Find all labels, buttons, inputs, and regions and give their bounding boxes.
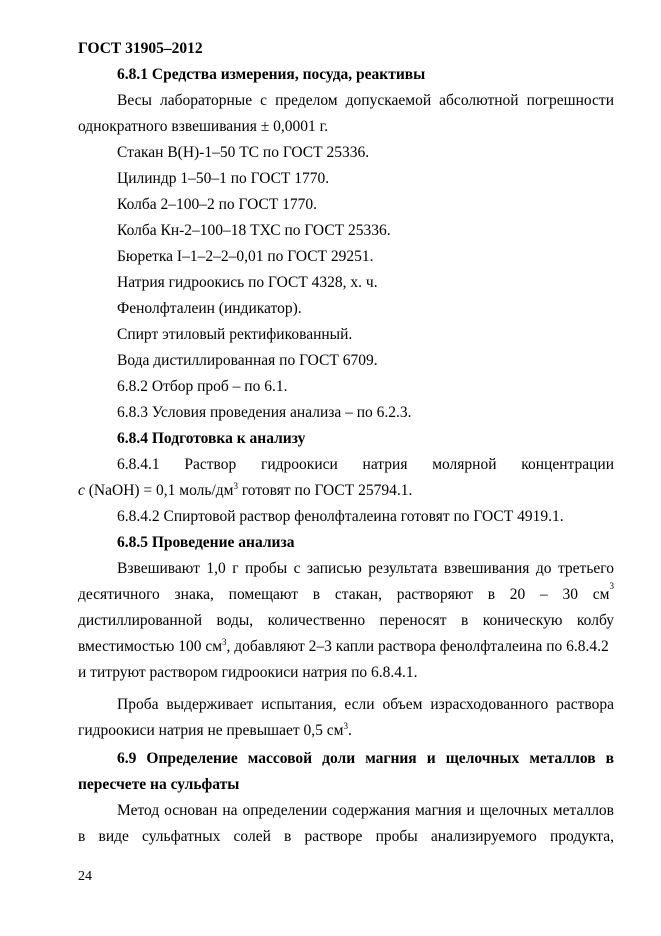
- list-item: Спирт этиловый ректификованный.: [117, 326, 353, 343]
- superscript: 3: [233, 481, 238, 491]
- paragraph-line: Весы лабораторные с пределом допускаемой абсолютной погрешности: [117, 92, 614, 109]
- section-6-8-3: 6.8.3 Условия проведения анализа – по 6.2.3.: [117, 404, 412, 421]
- list-item: Бюретка I–1–2–2–0,01 по ГОСТ 29251.: [117, 248, 374, 265]
- text-run: десятичного знака, помещают в стакан, растворяют в 20 – 30 см: [78, 586, 610, 603]
- paragraph-line: дистиллированной воды, количественно переносят в коническую колбу: [78, 612, 614, 629]
- text-run: гидроокиси натрия не превышает 0,5 см: [78, 722, 344, 739]
- paragraph-line: [78, 581, 614, 604]
- list-item: Колба Кн-2–100–18 ТХС по ГОСТ 25336.: [117, 222, 391, 239]
- paragraph-line: Проба выдерживает испытания, если объем израсходованного раствора: [117, 696, 614, 713]
- text-run: , добавляют 2–3 капли раствора фенолфталеина по 6.8.4.2: [226, 638, 609, 655]
- section-6-8-4-title: 6.8.4 Подготовка к анализу: [117, 430, 306, 447]
- text-run: (NaOH) = 0,1 моль/дм: [84, 482, 234, 499]
- paragraph-line: Метод основан на определении содержания магния и щелочных металлов: [117, 802, 614, 819]
- text-run: .: [347, 722, 352, 739]
- section-6-8-2: 6.8.2 Отбор проб – по 6.1.: [117, 378, 288, 395]
- paragraph-line: 6.8.4.1 Раствор гидроокиси натрия молярной концентрации: [117, 456, 614, 473]
- list-item: Фенолфталеин (индикатор).: [117, 300, 302, 317]
- section-6-9-title: 6.9 Определение массовой доли магния и щелочных металлов в: [117, 750, 614, 767]
- text-run: вместимостью 100 см: [78, 638, 223, 655]
- section-6-9-title-cont: пересчете на сульфаты: [78, 776, 240, 793]
- paragraph-line: Взвешивают 1,0 г пробы с записью результата взвешивания до третьего: [117, 560, 614, 577]
- list-item: Вода дистиллированная по ГОСТ 6709.: [117, 352, 378, 369]
- list-item: Натрия гидроокись по ГОСТ 4328, х. ч.: [117, 274, 378, 291]
- page-number: 24: [78, 869, 92, 884]
- list-item: Цилиндр 1–50–1 по ГОСТ 1770.: [117, 170, 330, 187]
- superscript: 3: [222, 637, 227, 647]
- section-6-8-1-title: 6.8.1 Средства измерения, посуда, реактивы: [117, 66, 426, 83]
- paragraph-line: однократного взвешивания ± 0,0001 г.: [78, 118, 329, 135]
- page-header: ГОСТ 31905–2012: [78, 40, 203, 57]
- paragraph-line: в виде сульфатных солей в растворе пробы анализируемого продукта,: [78, 828, 614, 845]
- paragraph-line: и титруют раствором гидроокиси натрия по 6.8.4.1.: [78, 664, 418, 681]
- list-item: Стакан В(Н)-1–50 ТС по ГОСТ 25336.: [117, 144, 370, 161]
- list-item: Колба 2–100–2 по ГОСТ 1770.: [117, 196, 318, 213]
- text-run: готовят по ГОСТ 25794.1.: [237, 482, 413, 499]
- section-6-8-4-2: 6.8.4.2 Спиртовой раствор фенолфталеина готовят по ГОСТ 4919.1.: [117, 508, 564, 525]
- section-6-8-5-title: 6.8.5 Проведение анализа: [117, 534, 295, 551]
- superscript: 3: [609, 581, 614, 591]
- formula-variable: c: [78, 482, 85, 499]
- superscript: 3: [343, 721, 348, 731]
- paragraph-line: [78, 722, 352, 740]
- paragraph-line: [78, 482, 412, 500]
- paragraph-line: [78, 638, 609, 656]
